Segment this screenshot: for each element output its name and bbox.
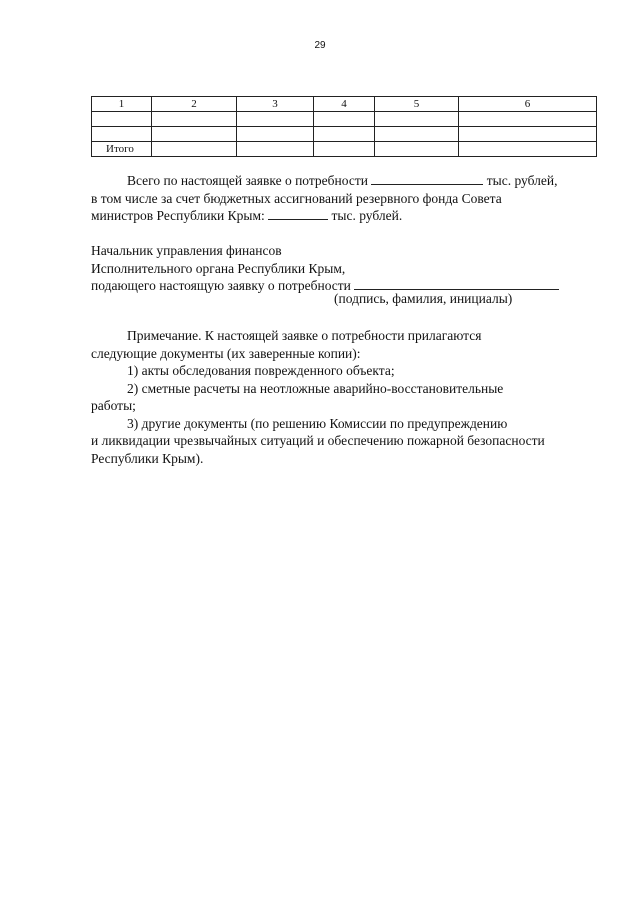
table-header-cell: 3 [237, 97, 314, 112]
table-row [92, 112, 597, 127]
signature-line-2: Исполнительного органа Республики Крым, [91, 260, 346, 276]
page-number: 29 [314, 40, 326, 51]
table-cell [92, 127, 152, 142]
needs-table [91, 96, 597, 157]
table-cell [92, 112, 152, 127]
table-header-cell: 2 [152, 97, 237, 112]
table-total-row [92, 142, 597, 157]
table-cell [237, 142, 314, 157]
note-line-1: Примечание. К настоящей заявке о потребности прилагаются [127, 328, 482, 343]
table-cell [459, 127, 597, 142]
table-cell [314, 112, 375, 127]
table-cell [314, 142, 375, 157]
summary-paragraph [91, 172, 596, 225]
table-row [92, 127, 597, 142]
table-cell [459, 112, 597, 127]
table-header-cell: 4 [314, 97, 375, 112]
amount-blank [371, 172, 483, 185]
note-item-3: 3) другие документы (по решению Комиссии по предупреждению [127, 415, 508, 431]
note-item-2: 2) сметные расчеты на неотложные аварийно-восстановительные [127, 380, 504, 396]
reserve-amount-blank [268, 207, 328, 220]
table-cell [152, 127, 237, 142]
signature-caption: (подпись, фамилия, инициалы) [334, 291, 513, 306]
table-cell [459, 142, 597, 157]
table-cell [375, 127, 459, 142]
table-header-cell: 6 [459, 97, 597, 112]
table-cell [314, 127, 375, 142]
table-header-cell: 5 [375, 97, 459, 112]
table-cell [152, 142, 237, 157]
signature-line-1: Начальник управления финансов [91, 243, 282, 258]
table-cell [375, 112, 459, 127]
table-header-row [92, 97, 597, 112]
signature-line-3: подающего настоящую заявку о потребности [91, 277, 596, 295]
signature-blank [354, 277, 559, 290]
table-cell [237, 112, 314, 127]
table-cell [152, 112, 237, 127]
note-item-3-cont: и ликвидации чрезвычайных ситуаций и обеспечению пожарной безопасности [91, 433, 545, 448]
note-item-3-end: Республики Крым). [91, 450, 204, 466]
note-line-2: следующие документы (их заверенные копии): [91, 345, 361, 361]
summary-line-3: министров Республики Крым: тыс. рублей. [91, 208, 403, 223]
signature-block [91, 242, 596, 295]
note-item-1: 1) акты обследования поврежденного объекта; [127, 363, 395, 378]
summary-line-1: Всего по настоящей заявке о потребности тыс. рублей, [127, 173, 558, 188]
table-cell [375, 142, 459, 157]
summary-line-2: в том числе за счет бюджетных ассигнований резервного фонда Совета [91, 190, 502, 206]
note-block [91, 327, 596, 467]
table-header-cell: 1 [92, 97, 152, 112]
table-cell [237, 127, 314, 142]
total-label: Итого [92, 142, 152, 157]
note-item-2-cont: работы; [91, 398, 136, 413]
